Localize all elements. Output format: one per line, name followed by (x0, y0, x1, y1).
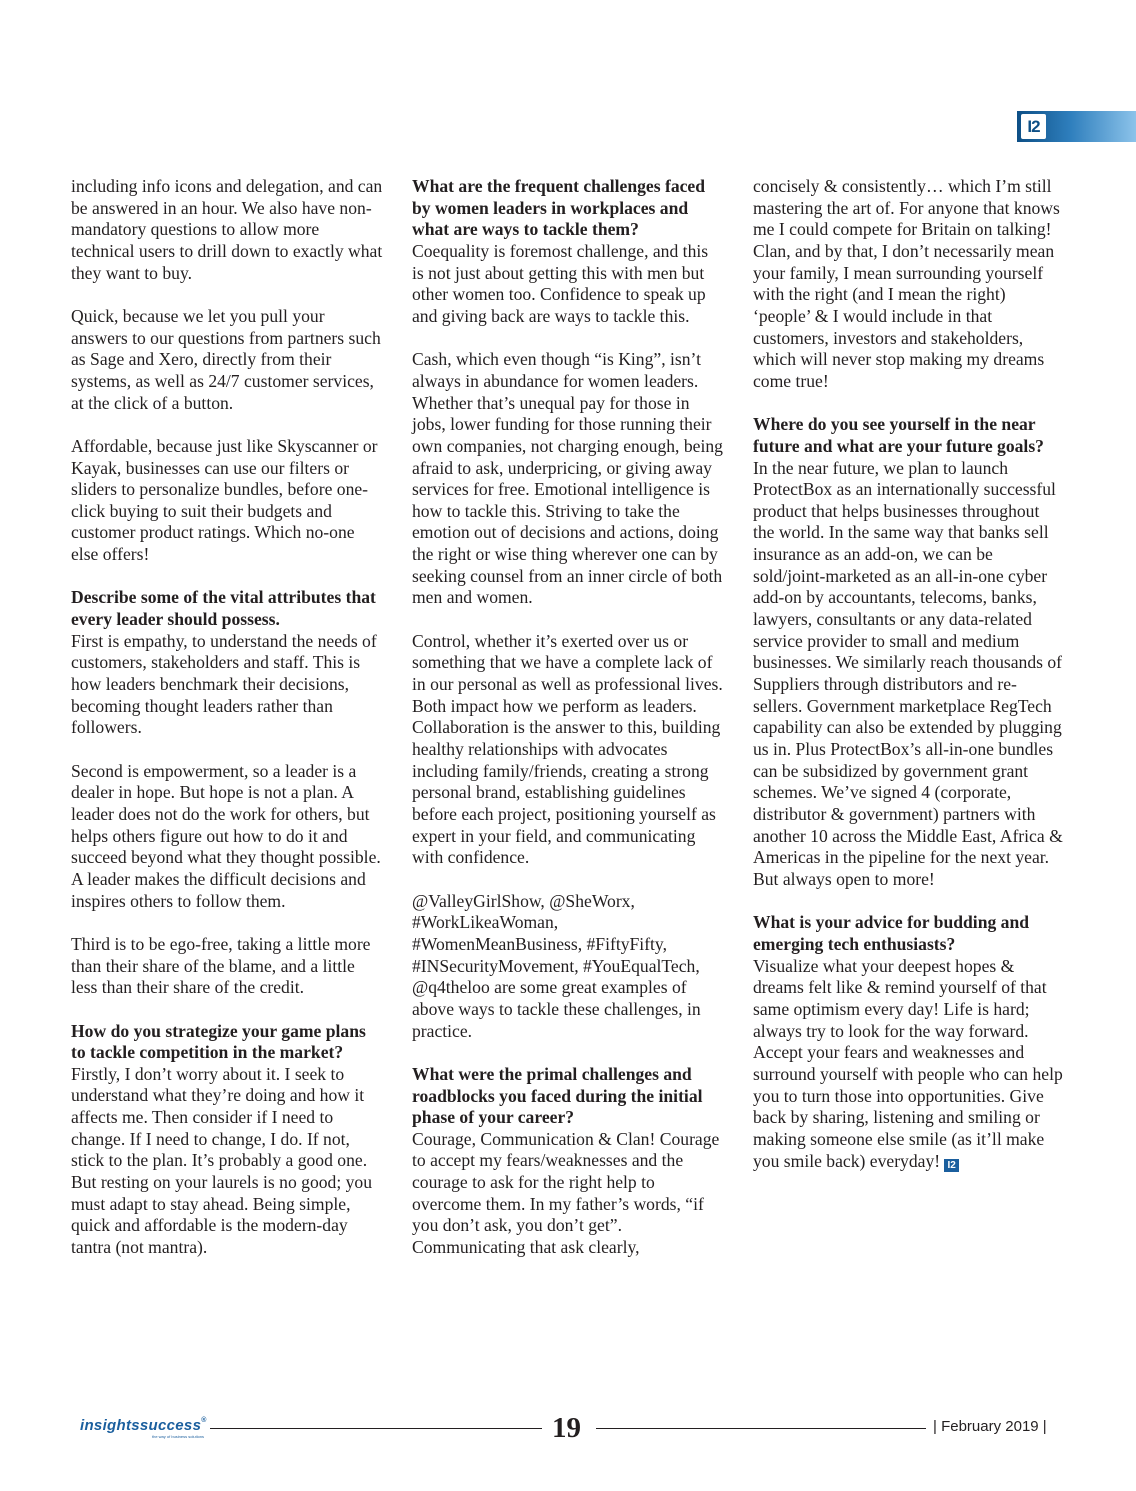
answer-paragraph (71, 176, 383, 284)
paragraph-text: Quick, because we let you pull your answers to our questions from partners such as Sage and Xero, directly from their systems, as well as 24/7 customer services, at the click of a button. (71, 305, 381, 413)
article-column-1 (71, 176, 383, 1280)
question-heading (412, 1064, 724, 1129)
paragraph-text: Firstly, I don’t worry about it. I seek to understand what they’re doing and how it affects me. Then consider if I need to change. If I need to change, I do. If not, stick to the plan. It’s probably a good one. But resting on your laurels is no good; you must adapt to stay ahead. Being simple, quick and affordable is the modern-day tantra (not mantra). (71, 1063, 373, 1258)
answer-paragraph (753, 458, 1065, 891)
corner-tab (1017, 111, 1136, 142)
article-column-2 (412, 176, 724, 1280)
answer-paragraph (412, 891, 724, 1043)
answer-paragraph (412, 1129, 724, 1259)
answer-paragraph (71, 761, 383, 913)
magazine-logo-icon: I2 (1021, 114, 1046, 139)
answer-paragraph (71, 631, 383, 739)
footer-rule-right (596, 1428, 926, 1429)
paragraph-text: @ValleyGirlShow, @SheWorx, #WorkLikeaWoman, #WomenMeanBusiness, #FiftyFifty, #INSecurityMovement, #YouEqualTech, @q4theloo are some great examples of above ways to tackle these challenges, in practice. (412, 890, 701, 1041)
footer-rule-left (210, 1428, 542, 1429)
paragraph-text: In the near future, we plan to launch ProtectBox as an internationally successful product that helps businesses throughout the world. In the same way that banks sell insurance as an add-on, we can be sold/joint-marketed as an all-in-one cyber add-on by accountants, telecoms, banks, lawyers, consultants or any data-related service provider to small and medium businesses. We similarly reach thousands of Suppliers through distributors and re-sellers. Government marketplace RegTech capability can also be extended by plugging us in. Plus ProtectBox’s all-in-one bundles can be subsidized by government grant schemes. We’ve signed 4 (corporate, distributor & government) partners with another 10 across the Middle East, Africa & Americas in the pipeline for the next year. But always open to more! (753, 457, 1063, 889)
article-column-3 (753, 176, 1065, 1194)
answer-paragraph (753, 956, 1065, 1173)
question-heading (71, 1021, 383, 1064)
answer-paragraph (753, 176, 1065, 393)
question-text: How do you strategize your game plans to tackle competition in the market? (71, 1020, 366, 1063)
paragraph-text: Control, whether it’s exerted over us or something that we have a complete lack of in our personal as well as professional lives. Both impact how we perform as leaders. Collaboration is the answer to this, building healthy relationships with advocates including family/friends, creating a strong personal brand, establishing guidelines before each project, positioning yourself as expert in your field, and communicating with confidence. (412, 630, 723, 868)
question-text: What are the frequent challenges faced by women leaders in workplaces and what are ways to tackle them? (412, 176, 706, 240)
paragraph-text: Coequality is foremost challenge, and this is not just about getting this with men but other women too. Confidence to speak up and giving back are ways to tackle this. (412, 240, 709, 326)
paragraph-text: First is empathy, to understand the needs of customers, stakeholders and staff. This is how leaders benchmark their decisions, becoming thought leaders rather than followers. (71, 630, 377, 738)
paragraph-text: Third is to be ego-free, taking a little more than their share of the blame, and a little less than their share of the credit. (71, 933, 371, 998)
question-heading (753, 912, 1065, 955)
answer-paragraph (71, 934, 383, 999)
paragraph-text: Visualize what your deepest hopes & dreams felt like & remind yourself of that same optimism every day! Life is hard; always try to look for the way forward. Accept your fears and weaknesses and surround yourself with people who can help you to turn those into opportunities. Give back by sharing, listening and smiling or making someone else smile (as it’ll make you smile back) everyday! (753, 955, 1063, 1171)
page-number: 19 (552, 1412, 581, 1444)
paragraph-text: Cash, which even though “is King”, isn’t always in abundance for women leaders. Whether that’s unequal pay for those in jobs, lower funding for those running their own companies, not charging enough, being afraid to ask, underpricing, or giving away services for free. Emotional intelligence is how to tackle this. Striving to take the emotion out of decisions and actions, doing the right or wise thing wherever one can by seeking counsel from an inner circle of both men and women. (412, 349, 723, 608)
question-text: What is your advice for budding and emerging tech enthusiasts? (753, 912, 1030, 954)
paragraph-text: Second is empowerment, so a leader is a dealer in hope. But hope is not a plan. A leader does not do the work for others, but helps others figure out how to do it and succeed beyond what they thought possible. A leader makes the difficult decisions and inspires others to follow them. (71, 760, 381, 911)
question-text: Describe some of the vital attributes that every leader should possess. (71, 587, 376, 630)
paragraph-text: Affordable, because just like Skyscanner or Kayak, businesses can use our filters or sliders to personalize bundles, before one-click buying to suit their budgets and customer product ratings. Which no-one else offers! (71, 435, 378, 565)
answer-paragraph (71, 436, 383, 566)
article-end-icon: I2 (944, 1159, 959, 1172)
paragraph-text: including info icons and delegation, and can be answered in an hour. We also have non-mandatory questions to allow more technical users to drill down to exactly what they want to buy. (71, 176, 383, 283)
answer-paragraph (412, 631, 724, 869)
answer-paragraph (412, 241, 724, 328)
brand-logo (80, 1417, 207, 1434)
page-footer (0, 1410, 1136, 1450)
question-heading (753, 414, 1065, 457)
answer-paragraph (412, 349, 724, 609)
brand-tagline: the way of business solutions (152, 1434, 205, 1439)
paragraph-text: Courage, Communication & Clan! Courage to accept my fears/weaknesses and the courage to ask for the right help to overcome them. In my father’s words, “if you don’t ask, you don’t get”. Communicating that ask clearly, (412, 1128, 720, 1258)
brand-name: insightssuccess (80, 1417, 202, 1434)
question-heading (71, 587, 383, 630)
answer-paragraph (71, 1064, 383, 1259)
answer-paragraph (71, 306, 383, 414)
question-text: What were the primal challenges and roadblocks you faced during the initial phase of your career? (412, 1063, 703, 1128)
registered-mark: ® (201, 1417, 207, 1424)
question-heading (412, 176, 724, 241)
issue-date: | February 2019 | (933, 1418, 1047, 1435)
paragraph-text: concisely & consistently… which I’m still mastering the art of. For anyone that knows me I could compete for Britain on talking! Clan, and by that, I don’t necessarily mean your family, I mean surrounding yourself with the right (and I mean the right) ‘people’ & I would include in that customers, investors and stakeholders, which will never stop making my dreams come true! (753, 176, 1060, 391)
question-text: Where do you see yourself in the near future and what are your future goals? (753, 414, 1044, 456)
